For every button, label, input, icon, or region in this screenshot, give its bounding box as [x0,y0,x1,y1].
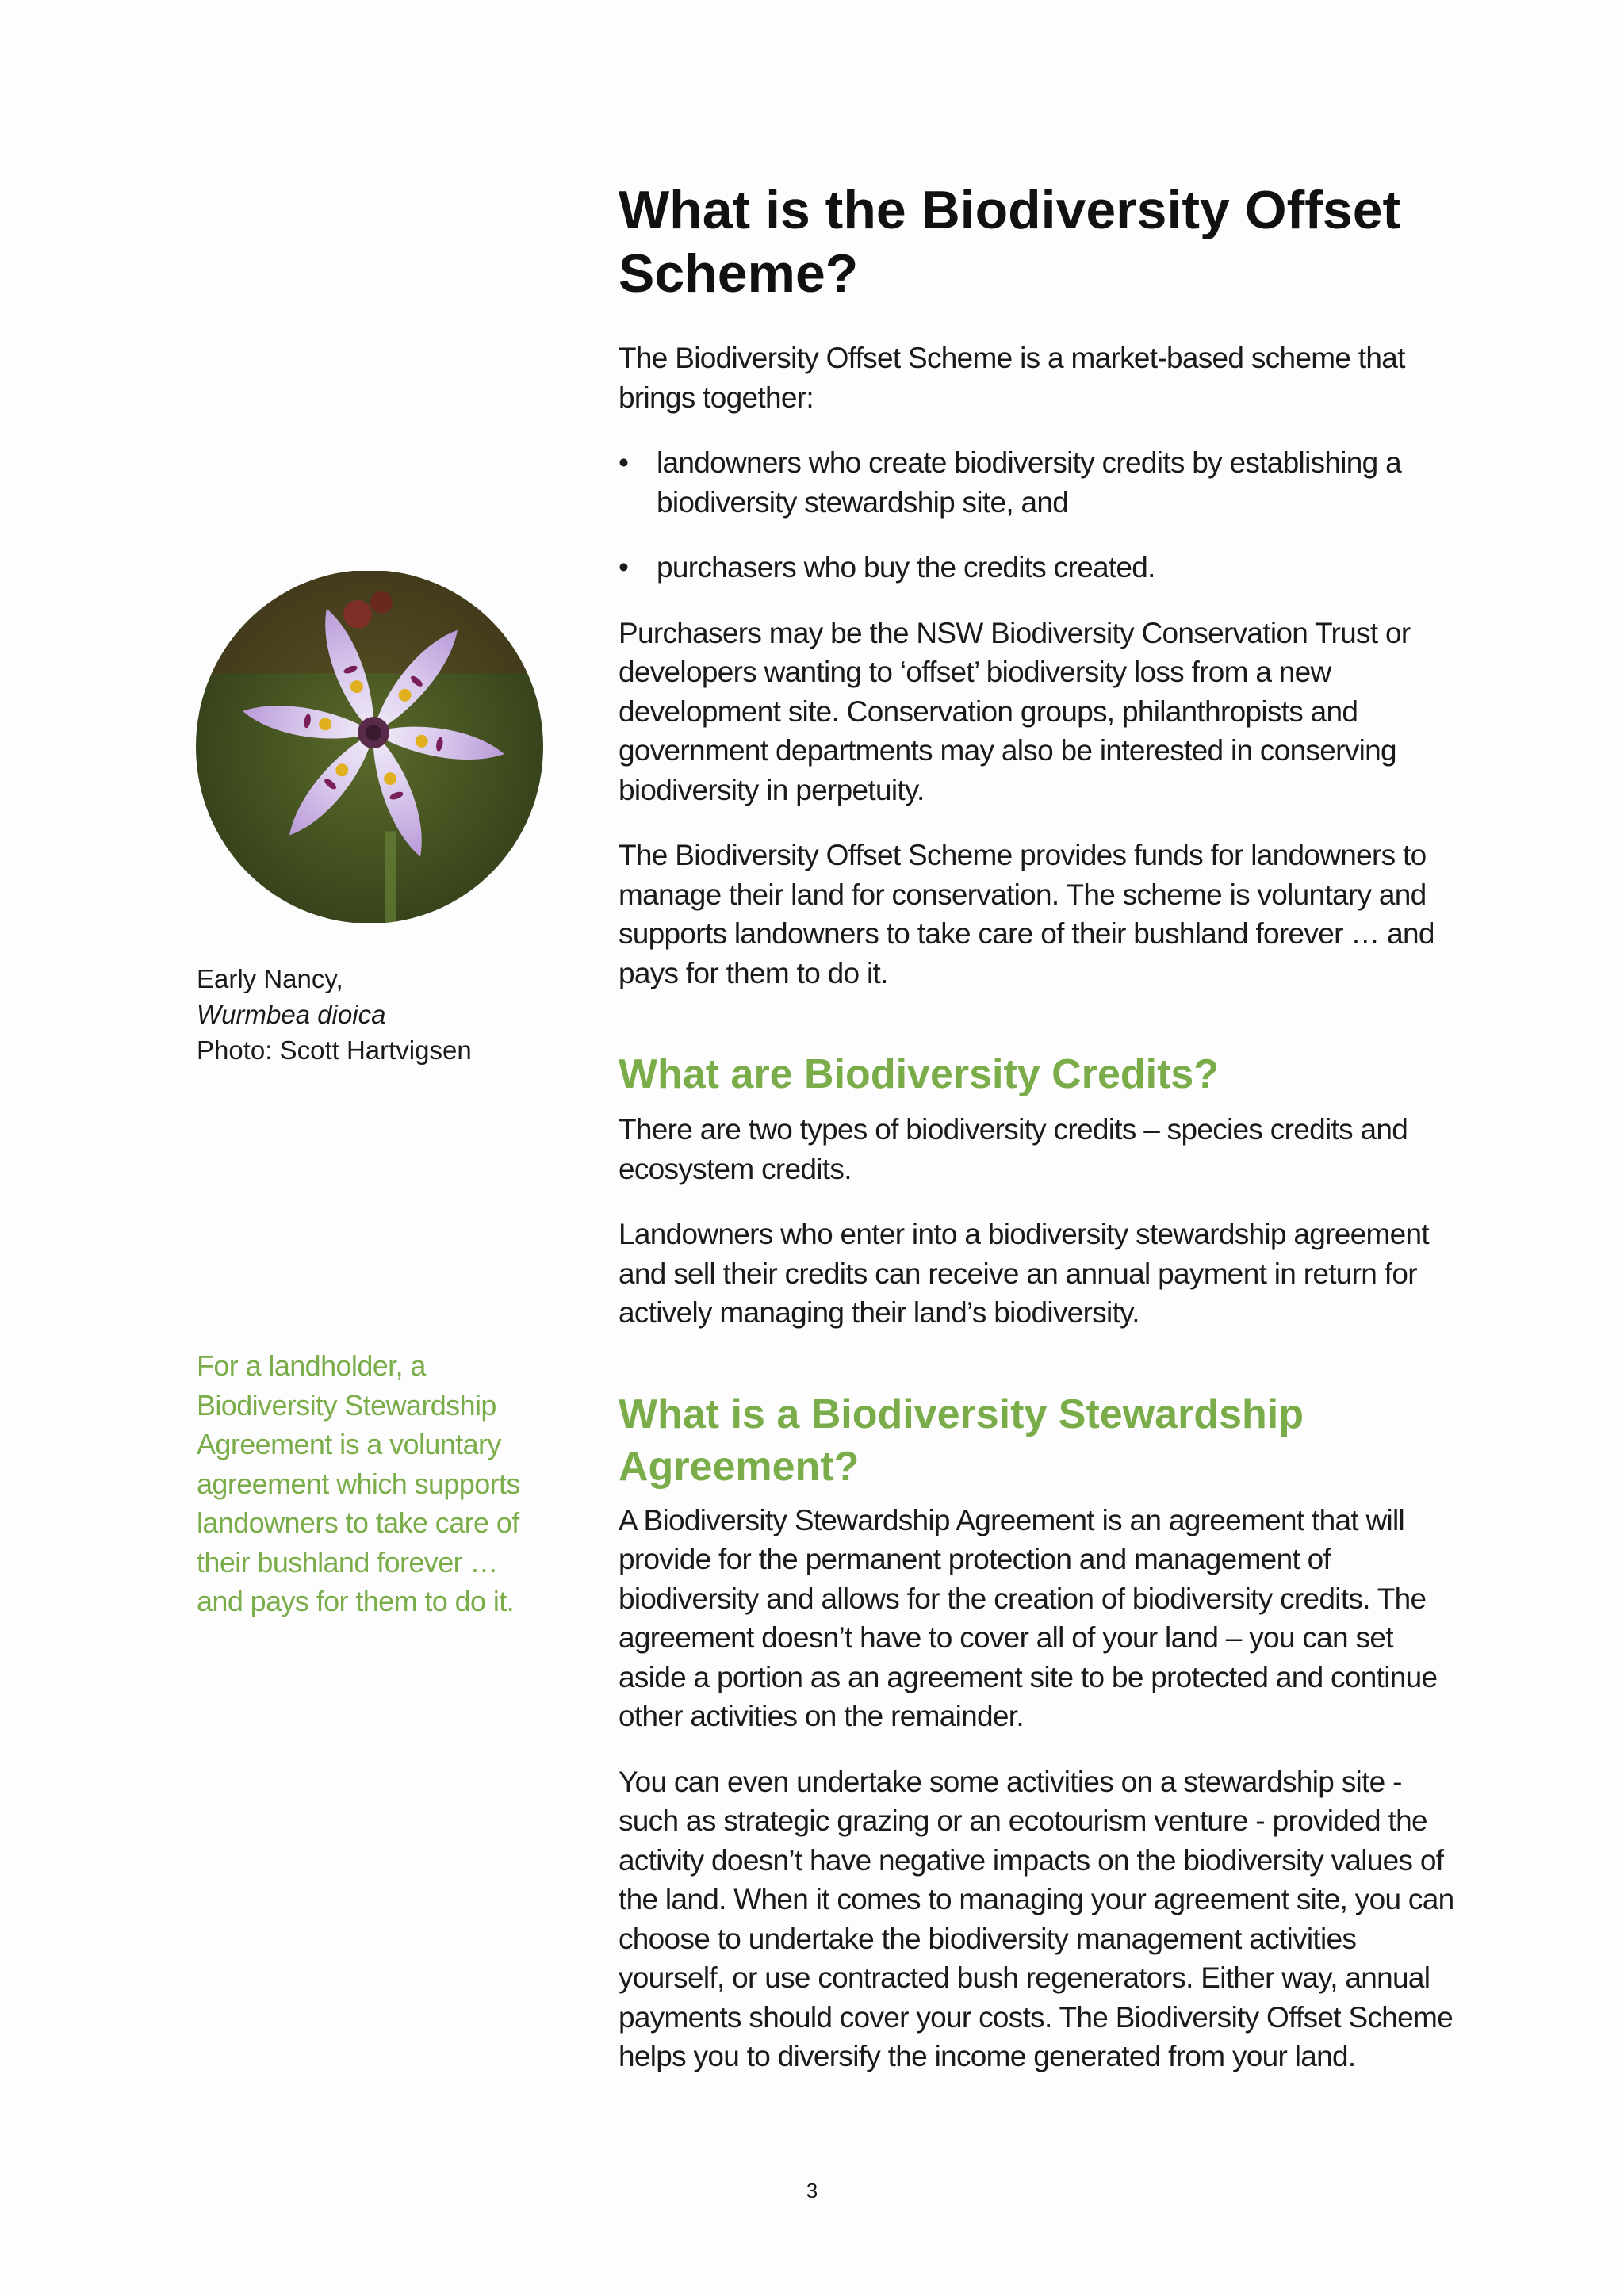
page-title: What is the Biodiversity Offset Scheme? [619,180,1401,304]
activities-paragraph: You can even undertake some activities on a stewardship site - such as strategic grazing or an ecotourism venture - provided the activity doesn’t have negative impacts on the biodiversity values of the land. When it comes to managing your agreement site, you can choose to undertake the biodiversity management activities yourself, or use contracted bush regenerators. Either way, annual payments should cover your costs. The Biodiversity Offset Scheme helps you to diversify the income generated from your land. [619,1765,1454,2072]
purchasers-paragraph: Purchasers may be the NSW Biodiversity Conservation Trust or developers wanting to ‘offset’ biodiversity loss from a new development site. Conservation groups, philanthropists and government departments may also be interested in conserving biodiversity in perpetuity. [619,616,1411,806]
caption-credit: Photo: Scott Hartvigsen [197,1035,472,1065]
page-number: 3 [806,2179,818,2202]
caption-common-name: Early Nancy, [197,964,343,993]
caption-scientific-name: Wurmbea dioica [197,1000,386,1029]
flower-photo [196,570,543,924]
credits-payment-paragraph: Landowners who enter into a biodiversity stewardship agreement and sell their credits can receive an annual payment in return for actively managing their land’s biodiversity. [619,1218,1429,1329]
list-item: • purchasers who buy the credits created. [619,548,1467,587]
bullet-list [619,443,1467,587]
pull-quote: For a landholder, a Biodiversity Stewardship Agreement is a voluntary agreement which supports landowners to take care of their bushland forever … and pays for them to do it. [197,1349,520,1617]
agreement-heading: What is a Biodiversity Stewardship Agreement? [619,1391,1304,1490]
list-item: • landowners who create biodiversity credits by establishing a biodiversity stewardship site, and [619,443,1467,522]
main-content [619,178,1467,2103]
photo-caption [197,961,530,1068]
agreement-paragraph: A Biodiversity Stewardship Agreement is an agreement that will provide for the permanent protection and management of biodiversity and allows for the creation of biodiversity credits. The agreement doesn’t have to cover all of your land – you can set aside a portion as an agreement site to be protected and continue other activities on the remainder. [619,1503,1438,1732]
credits-paragraph: There are two types of biodiversity credits – species credits and ecosystem credits. [619,1113,1408,1185]
credits-heading: What are Biodiversity Credits? [619,1051,1220,1097]
intro-paragraph: The Biodiversity Offset Scheme is a market-based scheme that brings together: [619,342,1405,414]
funds-paragraph: The Biodiversity Offset Scheme provides funds for landowners to manage their land for conservation. The scheme is voluntary and supports landowners to take care of their bushland forever … and pays for them to do it. [619,839,1434,989]
